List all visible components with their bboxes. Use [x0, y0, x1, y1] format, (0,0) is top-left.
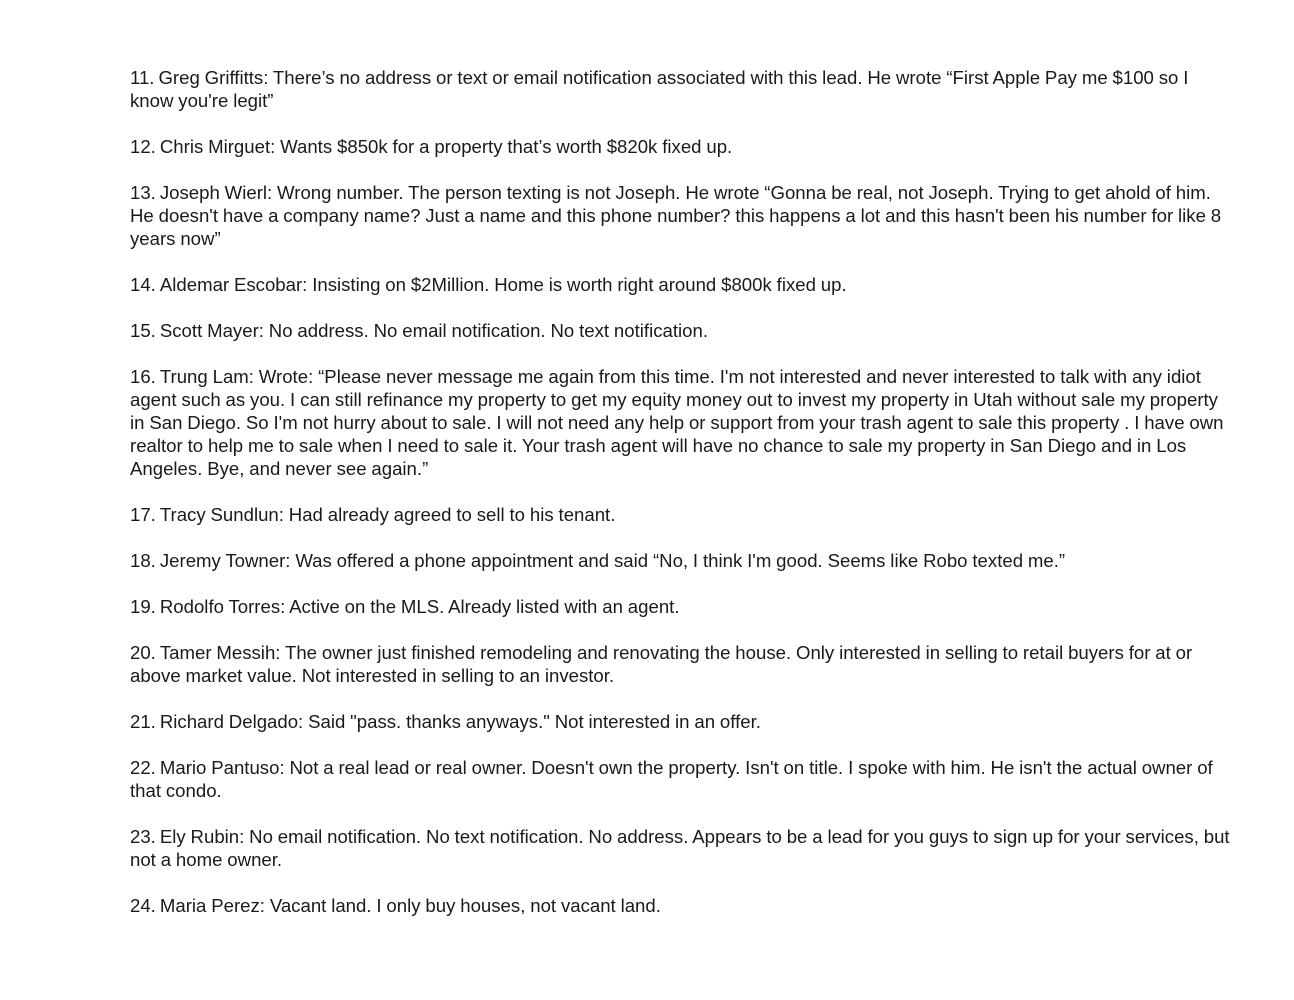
list-item	[130, 365, 1230, 480]
list-item	[130, 894, 1230, 917]
list-number: 14.	[130, 274, 156, 295]
list-text: Greg Griffitts: There’s no address or text or email notification associated with this lead. He wrote “First Apple Pay me $100 so I know you're legit”	[130, 67, 1189, 111]
list-number: 13.	[130, 182, 156, 203]
list-number: 24.	[130, 895, 156, 916]
list-text: Joseph Wierl: Wrong number. The person texting is not Joseph. He wrote “Gonna be real, not Joseph. Trying to get ahold of him. He doesn't have a company name? Just a name and this phone number? this happens a lot and this hasn't been his number for like 8 years now”	[130, 182, 1222, 249]
list-item	[130, 825, 1230, 871]
list-number: 23.	[130, 826, 156, 847]
list-number: 18.	[130, 550, 156, 571]
list-text: Mario Pantuso: Not a real lead or real owner. Doesn't own the property. Isn't on title. I spoke with him. He isn't the actual owner of that condo.	[130, 757, 1213, 801]
list-text: Jeremy Towner: Was offered a phone appointment and said “No, I think I'm good. Seems like Robo texted me.”	[159, 550, 1066, 571]
list-number: 19.	[130, 596, 156, 617]
list-number: 12.	[130, 136, 156, 157]
list-item	[130, 181, 1230, 250]
list-text: Tamer Messih: The owner just finished remodeling and renovating the house. Only interested in selling to retail buyers for at or above market value. Not interested in selling to an investor.	[130, 642, 1193, 686]
list-item	[130, 273, 1230, 296]
list-number: 11.	[130, 67, 155, 88]
document-page	[130, 66, 1230, 940]
list-text: Ely Rubin: No email notification. No text notification. No address. Appears to be a lead for you guys to sign up for your services, but not a home owner.	[130, 826, 1230, 870]
list-item	[130, 549, 1230, 572]
list-text: Richard Delgado: Said "pass. thanks anyways." Not interested in an offer.	[159, 711, 761, 732]
list-text: Maria Perez: Vacant land. I only buy houses, not vacant land.	[159, 895, 661, 916]
list-text: Rodolfo Torres: Active on the MLS. Already listed with an agent.	[159, 596, 680, 617]
list-item	[130, 319, 1230, 342]
list-item	[130, 135, 1230, 158]
list-number: 20.	[130, 642, 156, 663]
list-number: 15.	[130, 320, 156, 341]
list-text: Tracy Sundlun: Had already agreed to sell to his tenant.	[159, 504, 616, 525]
list-number: 17.	[130, 504, 156, 525]
list-text: Trung Lam: Wrote: “Please never message me again from this time. I'm not interested and never interested to talk with any idiot agent such as you. I can still refinance my property to get my equity money out to invest my property in Utah without sale my property in San Diego. So I'm not hurry about to sale. I will not need any help or support from your trash agent to sale this property . I have own realtor to help me to sale when I need to sale it. Your trash agent will have no chance to sale my property in San Diego and in Los Angeles. Bye, and never see again.”	[130, 366, 1224, 479]
list-text: Scott Mayer: No address. No email notification. No text notification.	[159, 320, 708, 341]
list-item	[130, 595, 1230, 618]
list-number: 21.	[130, 711, 156, 732]
list-text: Aldemar Escobar: Insisting on $2Million. Home is worth right around $800k fixed up.	[159, 274, 847, 295]
list-item	[130, 503, 1230, 526]
list-number: 16.	[130, 366, 156, 387]
list-number: 22.	[130, 757, 156, 778]
list-text: Chris Mirguet: Wants $850k for a property that’s worth $820k fixed up.	[159, 136, 733, 157]
list-item	[130, 756, 1230, 802]
list-item	[130, 641, 1230, 687]
list-item	[130, 710, 1230, 733]
list-item	[130, 66, 1230, 112]
